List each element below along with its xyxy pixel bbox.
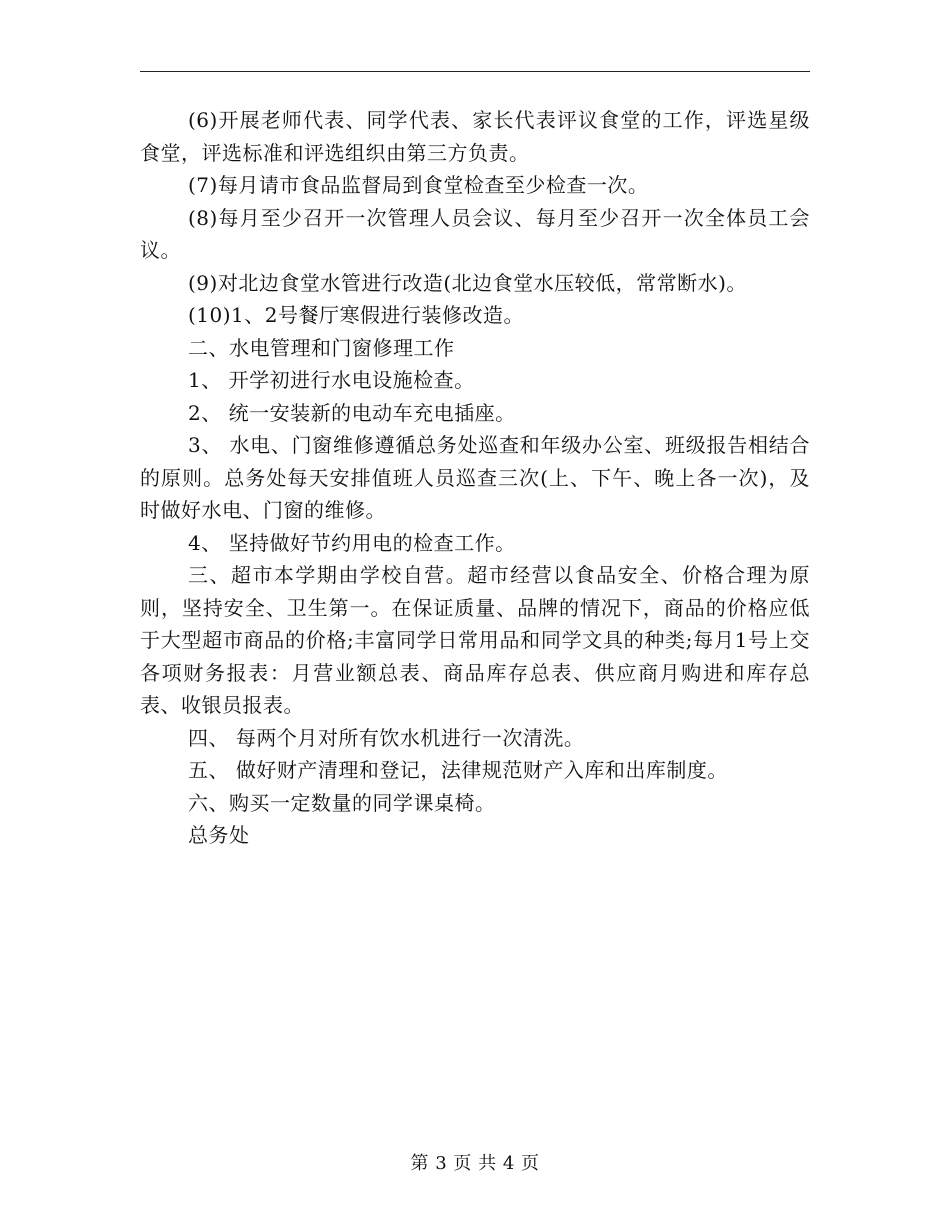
page-number: 第 3 页 共 4 页 xyxy=(410,1153,540,1174)
section-3-paragraph: 三、超市本学期由学校自营。超市经营以食品安全、价格合理为原则，坚持安全、卫生第一。在保证质量、品牌的情况下，商品的价格应低于大型超市商品的价格;丰富同学日常用品和同学文具的种类;每月1号上交各项财务报表：月营业额总表、商品库存总表、供应商月购进和库存总表、收银员报表。 xyxy=(140,563,810,717)
paragraph-item-8: (8)每月至少召开一次管理人员会议、每月至少召开一次全体员工会议。 xyxy=(140,205,810,262)
header-rule xyxy=(140,71,810,72)
signature-department: 总务处 xyxy=(188,823,250,847)
section-6-paragraph: 六、购买一定数量的同学课桌椅。 xyxy=(188,790,496,815)
section-2-item-4: 4、 坚持做好节约用电的检查工作。 xyxy=(188,530,516,555)
section-2-item-2: 2、 统一安装新的电动车充电插座。 xyxy=(188,400,516,425)
section-2-item-1: 1、 开学初进行水电设施检查。 xyxy=(188,368,475,392)
section-5-paragraph: 五、 做好财产清理和登记，法律规范财产入库和出库制度。 xyxy=(188,758,728,782)
paragraph-item-7: (7)每月请市食品监督局到食堂检查至少检查一次。 xyxy=(188,173,649,197)
page-footer xyxy=(0,1152,950,1176)
paragraph-item-10: (10)1、2号餐厅寒假进行装修改造。 xyxy=(188,303,525,327)
section-4-paragraph: 四、 每两个月对所有饮水机进行一次清洗。 xyxy=(188,725,585,750)
document-body xyxy=(140,104,810,852)
section-heading-2: 二、水电管理和门窗修理工作 xyxy=(188,335,455,360)
paragraph-item-9: (9)对北边食堂水管进行改造(北边食堂水压较低，常常断水)。 xyxy=(188,270,747,295)
section-2-item-3: 3、 水电、门窗维修遵循总务处巡查和年级办公室、班级报告相结合的原则。总务处每天安排值班人员巡查三次(上、下午、晚上各一次)，及时做好水电、门窗的维修。 xyxy=(140,433,810,522)
paragraph-item-6: (6)开展老师代表、同学代表、家长代表评议食堂的工作，评选星级食堂，评选标准和评选组织由第三方负责。 xyxy=(140,108,810,165)
